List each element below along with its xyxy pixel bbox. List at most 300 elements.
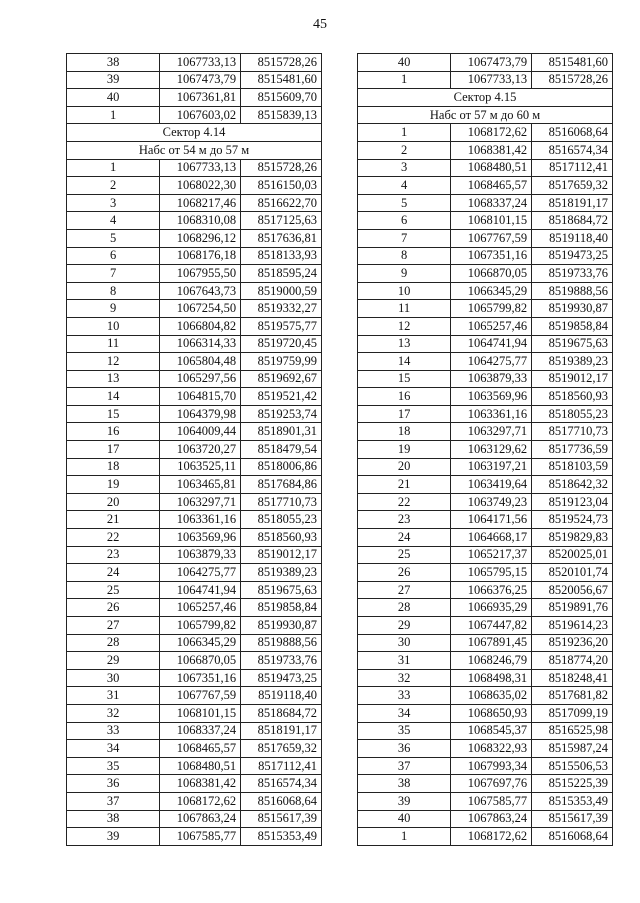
table-row <box>358 177 613 195</box>
table-body <box>67 54 322 846</box>
point-number-cell: 33 <box>358 687 451 705</box>
x-coordinate-cell: 1068101,15 <box>160 704 241 722</box>
table-body <box>358 54 613 846</box>
table-row <box>67 159 322 177</box>
table-row <box>358 687 613 705</box>
x-coordinate-cell: 1066935,29 <box>451 599 532 617</box>
y-coordinate-cell: 8520025,01 <box>532 546 613 564</box>
table-row <box>358 476 613 494</box>
section-header-row <box>358 89 613 107</box>
section-header: Набс от 57 м до 60 м <box>358 106 613 124</box>
table-row <box>67 229 322 247</box>
point-number-cell: 28 <box>67 634 160 652</box>
y-coordinate-cell: 8517681,82 <box>532 687 613 705</box>
table-row <box>67 353 322 371</box>
point-number-cell: 34 <box>67 740 160 758</box>
y-coordinate-cell: 8519675,63 <box>532 335 613 353</box>
section-header-row <box>67 124 322 142</box>
y-coordinate-cell: 8517125,63 <box>241 212 322 230</box>
table-row <box>67 546 322 564</box>
table-row <box>358 388 613 406</box>
point-number-cell: 21 <box>358 476 451 494</box>
x-coordinate-cell: 1068381,42 <box>451 141 532 159</box>
point-number-cell: 15 <box>358 370 451 388</box>
table-row <box>358 441 613 459</box>
table-row <box>358 828 613 846</box>
point-number-cell: 3 <box>358 159 451 177</box>
point-number-cell: 22 <box>67 529 160 547</box>
y-coordinate-cell: 8519692,67 <box>241 370 322 388</box>
table-row <box>67 177 322 195</box>
x-coordinate-cell: 1065799,82 <box>451 300 532 318</box>
x-coordinate-cell: 1065297,56 <box>160 370 241 388</box>
x-coordinate-cell: 1064171,56 <box>451 511 532 529</box>
x-coordinate-cell: 1066804,82 <box>160 317 241 335</box>
x-coordinate-cell: 1066345,29 <box>160 634 241 652</box>
x-coordinate-cell: 1063569,96 <box>160 529 241 547</box>
x-coordinate-cell: 1063569,96 <box>451 388 532 406</box>
table-row <box>358 792 613 810</box>
table-row <box>358 599 613 617</box>
table-row <box>67 599 322 617</box>
y-coordinate-cell: 8515481,60 <box>241 71 322 89</box>
table-row <box>67 423 322 441</box>
table-row <box>67 511 322 529</box>
point-number-cell: 14 <box>67 388 160 406</box>
y-coordinate-cell: 8519118,40 <box>241 687 322 705</box>
y-coordinate-cell: 8517659,32 <box>532 177 613 195</box>
point-number-cell: 7 <box>67 265 160 283</box>
table-row <box>67 441 322 459</box>
x-coordinate-cell: 1067955,50 <box>160 265 241 283</box>
table-row <box>67 370 322 388</box>
x-coordinate-cell: 1066314,33 <box>160 335 241 353</box>
point-number-cell: 17 <box>67 441 160 459</box>
point-number-cell: 35 <box>358 722 451 740</box>
table-row <box>358 652 613 670</box>
y-coordinate-cell: 8519000,59 <box>241 282 322 300</box>
table-row <box>67 71 322 89</box>
y-coordinate-cell: 8519575,77 <box>241 317 322 335</box>
table-row <box>358 212 613 230</box>
x-coordinate-cell: 1065795,15 <box>451 564 532 582</box>
point-number-cell: 3 <box>67 194 160 212</box>
y-coordinate-cell: 8519858,84 <box>241 599 322 617</box>
table-row <box>358 353 613 371</box>
point-number-cell: 11 <box>67 335 160 353</box>
table-row <box>67 704 322 722</box>
table-row <box>67 247 322 265</box>
x-coordinate-cell: 1067447,82 <box>451 617 532 635</box>
point-number-cell: 40 <box>358 810 451 828</box>
point-number-cell: 36 <box>67 775 160 793</box>
point-number-cell: 13 <box>67 370 160 388</box>
y-coordinate-cell: 8517636,81 <box>241 229 322 247</box>
point-number-cell: 32 <box>67 704 160 722</box>
x-coordinate-cell: 1068022,30 <box>160 177 241 195</box>
y-coordinate-cell: 8516150,03 <box>241 177 322 195</box>
x-coordinate-cell: 1068246,79 <box>451 652 532 670</box>
y-coordinate-cell: 8515353,49 <box>532 792 613 810</box>
table-row <box>67 106 322 124</box>
y-coordinate-cell: 8520056,67 <box>532 581 613 599</box>
point-number-cell: 27 <box>67 617 160 635</box>
y-coordinate-cell: 8517112,41 <box>241 757 322 775</box>
table-row <box>358 740 613 758</box>
point-number-cell: 1 <box>358 124 451 142</box>
y-coordinate-cell: 8515225,39 <box>532 775 613 793</box>
point-number-cell: 38 <box>358 775 451 793</box>
point-number-cell: 36 <box>358 740 451 758</box>
y-coordinate-cell: 8518055,23 <box>532 405 613 423</box>
point-number-cell: 1 <box>358 828 451 846</box>
point-number-cell: 29 <box>358 617 451 635</box>
point-number-cell: 18 <box>358 423 451 441</box>
point-number-cell: 27 <box>358 581 451 599</box>
coordinates-table-left <box>66 53 322 846</box>
y-coordinate-cell: 8516622,70 <box>241 194 322 212</box>
table-row <box>358 564 613 582</box>
x-coordinate-cell: 1064009,44 <box>160 423 241 441</box>
point-number-cell: 4 <box>67 212 160 230</box>
x-coordinate-cell: 1064275,77 <box>451 353 532 371</box>
point-number-cell: 24 <box>358 529 451 547</box>
x-coordinate-cell: 1067643,73 <box>160 282 241 300</box>
x-coordinate-cell: 1063749,23 <box>451 493 532 511</box>
table-row <box>67 669 322 687</box>
table-row <box>358 71 613 89</box>
table-row <box>67 493 322 511</box>
x-coordinate-cell: 1064275,77 <box>160 564 241 582</box>
y-coordinate-cell: 8516525,98 <box>532 722 613 740</box>
y-coordinate-cell: 8519733,76 <box>532 265 613 283</box>
table-row <box>67 476 322 494</box>
point-number-cell: 26 <box>358 564 451 582</box>
point-number-cell: 25 <box>358 546 451 564</box>
y-coordinate-cell: 8519733,76 <box>241 652 322 670</box>
table-row <box>358 141 613 159</box>
x-coordinate-cell: 1068480,51 <box>160 757 241 775</box>
x-coordinate-cell: 1067585,77 <box>451 792 532 810</box>
point-number-cell: 5 <box>67 229 160 247</box>
point-number-cell: 29 <box>67 652 160 670</box>
table-row <box>358 581 613 599</box>
x-coordinate-cell: 1068545,37 <box>451 722 532 740</box>
x-coordinate-cell: 1068337,24 <box>451 194 532 212</box>
y-coordinate-cell: 8518560,93 <box>532 388 613 406</box>
table-row <box>358 458 613 476</box>
y-coordinate-cell: 8518774,20 <box>532 652 613 670</box>
x-coordinate-cell: 1068172,62 <box>451 124 532 142</box>
table-row <box>67 300 322 318</box>
y-coordinate-cell: 8517099,19 <box>532 704 613 722</box>
table-row <box>358 617 613 635</box>
y-coordinate-cell: 8519858,84 <box>532 317 613 335</box>
y-coordinate-cell: 8519614,23 <box>532 617 613 635</box>
x-coordinate-cell: 1067585,77 <box>160 828 241 846</box>
x-coordinate-cell: 1068480,51 <box>451 159 532 177</box>
x-coordinate-cell: 1067697,76 <box>451 775 532 793</box>
table-row <box>358 335 613 353</box>
point-number-cell: 30 <box>358 634 451 652</box>
table-row <box>358 669 613 687</box>
table-row <box>358 247 613 265</box>
x-coordinate-cell: 1067993,34 <box>451 757 532 775</box>
table-row <box>67 529 322 547</box>
y-coordinate-cell: 8515506,53 <box>532 757 613 775</box>
point-number-cell: 13 <box>358 335 451 353</box>
x-coordinate-cell: 1065217,37 <box>451 546 532 564</box>
coordinates-table-right <box>357 53 613 846</box>
point-number-cell: 38 <box>67 810 160 828</box>
y-coordinate-cell: 8519888,56 <box>532 282 613 300</box>
y-coordinate-cell: 8519236,20 <box>532 634 613 652</box>
point-number-cell: 35 <box>67 757 160 775</box>
table-row <box>67 652 322 670</box>
point-number-cell: 9 <box>67 300 160 318</box>
table-row <box>358 757 613 775</box>
point-number-cell: 14 <box>358 353 451 371</box>
y-coordinate-cell: 8519012,17 <box>241 546 322 564</box>
point-number-cell: 1 <box>67 159 160 177</box>
y-coordinate-cell: 8517736,59 <box>532 441 613 459</box>
y-coordinate-cell: 8519389,23 <box>241 564 322 582</box>
x-coordinate-cell: 1067733,13 <box>160 54 241 72</box>
point-number-cell: 20 <box>358 458 451 476</box>
point-number-cell: 31 <box>67 687 160 705</box>
point-number-cell: 23 <box>358 511 451 529</box>
point-number-cell: 19 <box>358 441 451 459</box>
x-coordinate-cell: 1067863,24 <box>451 810 532 828</box>
table-row <box>358 775 613 793</box>
table-row <box>358 124 613 142</box>
y-coordinate-cell: 8519332,27 <box>241 300 322 318</box>
point-number-cell: 1 <box>67 106 160 124</box>
y-coordinate-cell: 8518595,24 <box>241 265 322 283</box>
point-number-cell: 9 <box>358 265 451 283</box>
x-coordinate-cell: 1067767,59 <box>160 687 241 705</box>
x-coordinate-cell: 1068322,93 <box>451 740 532 758</box>
x-coordinate-cell: 1067361,81 <box>160 89 241 107</box>
point-number-cell: 25 <box>67 581 160 599</box>
point-number-cell: 31 <box>358 652 451 670</box>
y-coordinate-cell: 8519123,04 <box>532 493 613 511</box>
x-coordinate-cell: 1067254,50 <box>160 300 241 318</box>
point-number-cell: 8 <box>358 247 451 265</box>
section-header: Сектор 4.14 <box>67 124 322 142</box>
y-coordinate-cell: 8518479,54 <box>241 441 322 459</box>
point-number-cell: 2 <box>67 177 160 195</box>
table-row <box>67 212 322 230</box>
point-number-cell: 37 <box>358 757 451 775</box>
x-coordinate-cell: 1063129,62 <box>451 441 532 459</box>
x-coordinate-cell: 1063419,64 <box>451 476 532 494</box>
y-coordinate-cell: 8515728,26 <box>241 54 322 72</box>
y-coordinate-cell: 8519389,23 <box>532 353 613 371</box>
table-row <box>67 687 322 705</box>
point-number-cell: 24 <box>67 564 160 582</box>
table-row <box>358 317 613 335</box>
y-coordinate-cell: 8519253,74 <box>241 405 322 423</box>
x-coordinate-cell: 1063297,71 <box>160 493 241 511</box>
x-coordinate-cell: 1067733,13 <box>160 159 241 177</box>
x-coordinate-cell: 1067891,45 <box>451 634 532 652</box>
y-coordinate-cell: 8517684,86 <box>241 476 322 494</box>
point-number-cell: 38 <box>67 54 160 72</box>
point-number-cell: 33 <box>67 722 160 740</box>
point-number-cell: 1 <box>358 71 451 89</box>
table-row <box>67 54 322 72</box>
table-row <box>358 493 613 511</box>
x-coordinate-cell: 1065804,48 <box>160 353 241 371</box>
y-coordinate-cell: 8517112,41 <box>532 159 613 177</box>
x-coordinate-cell: 1063297,71 <box>451 423 532 441</box>
y-coordinate-cell: 8518684,72 <box>532 212 613 230</box>
x-coordinate-cell: 1063879,33 <box>160 546 241 564</box>
y-coordinate-cell: 8517659,32 <box>241 740 322 758</box>
point-number-cell: 4 <box>358 177 451 195</box>
table-row <box>67 810 322 828</box>
table-row <box>358 634 613 652</box>
y-coordinate-cell: 8515728,26 <box>532 71 613 89</box>
x-coordinate-cell: 1063720,27 <box>160 441 241 459</box>
point-number-cell: 16 <box>358 388 451 406</box>
x-coordinate-cell: 1067863,24 <box>160 810 241 828</box>
y-coordinate-cell: 8519524,73 <box>532 511 613 529</box>
y-coordinate-cell: 8516068,64 <box>241 792 322 810</box>
x-coordinate-cell: 1068465,57 <box>451 177 532 195</box>
x-coordinate-cell: 1066345,29 <box>451 282 532 300</box>
x-coordinate-cell: 1063361,16 <box>451 405 532 423</box>
point-number-cell: 26 <box>67 599 160 617</box>
x-coordinate-cell: 1067603,02 <box>160 106 241 124</box>
y-coordinate-cell: 8518191,17 <box>532 194 613 212</box>
y-coordinate-cell: 8519891,76 <box>532 599 613 617</box>
table-row <box>67 458 322 476</box>
point-number-cell: 34 <box>358 704 451 722</box>
point-number-cell: 22 <box>358 493 451 511</box>
y-coordinate-cell: 8518560,93 <box>241 529 322 547</box>
x-coordinate-cell: 1063525,11 <box>160 458 241 476</box>
table-row <box>358 810 613 828</box>
page-number: 45 <box>313 17 327 32</box>
point-number-cell: 21 <box>67 511 160 529</box>
x-coordinate-cell: 1067733,13 <box>451 71 532 89</box>
y-coordinate-cell: 8519473,25 <box>241 669 322 687</box>
y-coordinate-cell: 8515481,60 <box>532 54 613 72</box>
y-coordinate-cell: 8518006,86 <box>241 458 322 476</box>
table-row <box>358 722 613 740</box>
point-number-cell: 37 <box>67 792 160 810</box>
table-row <box>358 282 613 300</box>
x-coordinate-cell: 1065257,46 <box>451 317 532 335</box>
point-number-cell: 19 <box>67 476 160 494</box>
x-coordinate-cell: 1067473,79 <box>451 54 532 72</box>
x-coordinate-cell: 1066376,25 <box>451 581 532 599</box>
y-coordinate-cell: 8515617,39 <box>532 810 613 828</box>
point-number-cell: 12 <box>67 353 160 371</box>
y-coordinate-cell: 8516574,34 <box>532 141 613 159</box>
y-coordinate-cell: 8516574,34 <box>241 775 322 793</box>
point-number-cell: 20 <box>67 493 160 511</box>
y-coordinate-cell: 8519012,17 <box>532 370 613 388</box>
point-number-cell: 39 <box>358 792 451 810</box>
x-coordinate-cell: 1064379,98 <box>160 405 241 423</box>
x-coordinate-cell: 1068337,24 <box>160 722 241 740</box>
y-coordinate-cell: 8519930,87 <box>532 300 613 318</box>
point-number-cell: 5 <box>358 194 451 212</box>
y-coordinate-cell: 8515609,70 <box>241 89 322 107</box>
table-row <box>67 388 322 406</box>
table-row <box>358 423 613 441</box>
x-coordinate-cell: 1064741,94 <box>160 581 241 599</box>
y-coordinate-cell: 8518055,23 <box>241 511 322 529</box>
y-coordinate-cell: 8519118,40 <box>532 229 613 247</box>
point-number-cell: 8 <box>67 282 160 300</box>
y-coordinate-cell: 8519759,99 <box>241 353 322 371</box>
y-coordinate-cell: 8516068,64 <box>532 828 613 846</box>
table-row <box>358 511 613 529</box>
point-number-cell: 6 <box>67 247 160 265</box>
y-coordinate-cell: 8515353,49 <box>241 828 322 846</box>
point-number-cell: 10 <box>358 282 451 300</box>
y-coordinate-cell: 8518901,31 <box>241 423 322 441</box>
table-row <box>358 229 613 247</box>
y-coordinate-cell: 8518103,59 <box>532 458 613 476</box>
x-coordinate-cell: 1067351,16 <box>160 669 241 687</box>
section-header: Набс от 54 м до 57 м <box>67 141 322 159</box>
table-row <box>67 564 322 582</box>
x-coordinate-cell: 1068172,62 <box>160 792 241 810</box>
point-number-cell: 40 <box>67 89 160 107</box>
point-number-cell: 17 <box>358 405 451 423</box>
y-coordinate-cell: 8518133,93 <box>241 247 322 265</box>
table-row <box>67 757 322 775</box>
x-coordinate-cell: 1068176,18 <box>160 247 241 265</box>
y-coordinate-cell: 8519930,87 <box>241 617 322 635</box>
table-row <box>67 405 322 423</box>
x-coordinate-cell: 1067351,16 <box>451 247 532 265</box>
point-number-cell: 39 <box>67 828 160 846</box>
y-coordinate-cell: 8517710,73 <box>241 493 322 511</box>
y-coordinate-cell: 8519675,63 <box>241 581 322 599</box>
point-number-cell: 23 <box>67 546 160 564</box>
point-number-cell: 15 <box>67 405 160 423</box>
y-coordinate-cell: 8518248,41 <box>532 669 613 687</box>
y-coordinate-cell: 8517710,73 <box>532 423 613 441</box>
x-coordinate-cell: 1063465,81 <box>160 476 241 494</box>
x-coordinate-cell: 1067473,79 <box>160 71 241 89</box>
x-coordinate-cell: 1068635,02 <box>451 687 532 705</box>
x-coordinate-cell: 1068465,57 <box>160 740 241 758</box>
x-coordinate-cell: 1065257,46 <box>160 599 241 617</box>
table-row <box>358 405 613 423</box>
table-row <box>358 300 613 318</box>
point-number-cell: 6 <box>358 212 451 230</box>
y-coordinate-cell: 8519888,56 <box>241 634 322 652</box>
point-number-cell: 32 <box>358 669 451 687</box>
point-number-cell: 2 <box>358 141 451 159</box>
table-row <box>358 265 613 283</box>
x-coordinate-cell: 1068498,31 <box>451 669 532 687</box>
table-row <box>67 317 322 335</box>
x-coordinate-cell: 1063197,21 <box>451 458 532 476</box>
x-coordinate-cell: 1068296,12 <box>160 229 241 247</box>
table-row <box>67 282 322 300</box>
point-number-cell: 18 <box>67 458 160 476</box>
x-coordinate-cell: 1068101,15 <box>451 212 532 230</box>
table-row <box>67 617 322 635</box>
